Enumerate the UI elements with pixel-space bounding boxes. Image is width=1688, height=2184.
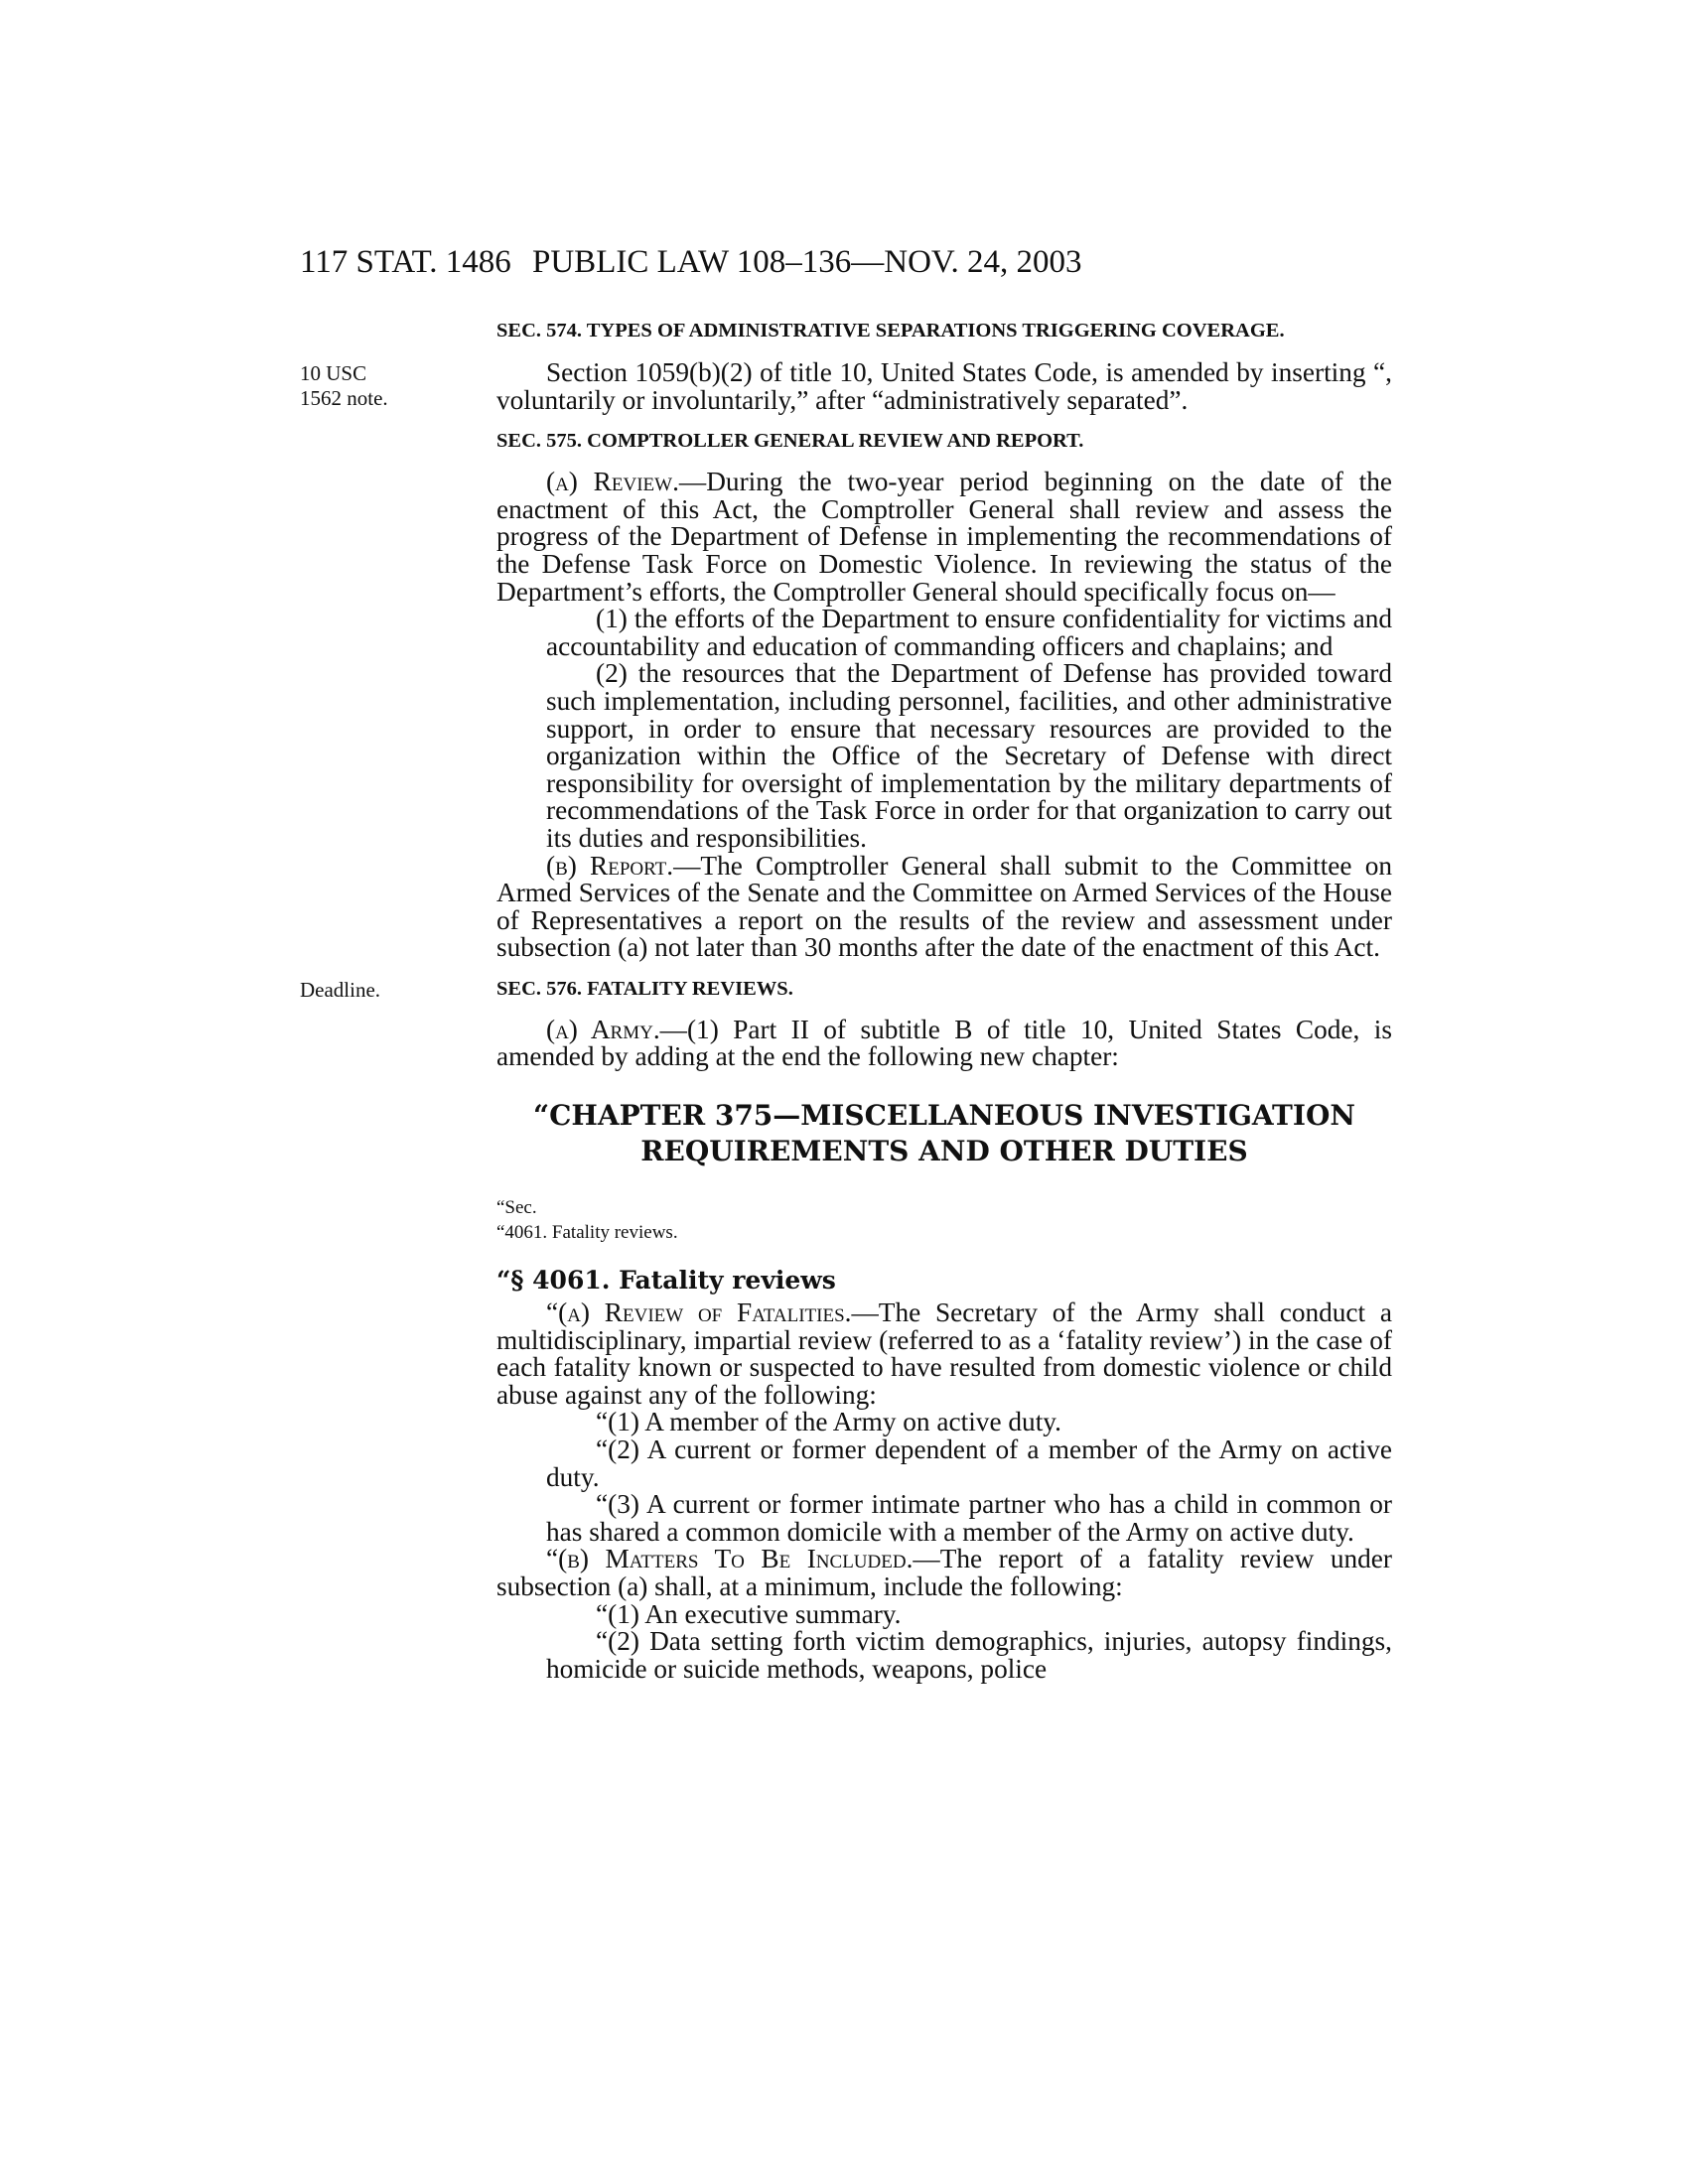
section-4061-a-text: —The Secretary of the Army shall conduct a multidisciplinary, impartial review (referred to as a ‘fatality review’) in the case of each fatality known or suspected to have resulted from domestic violence or child abuse against any of the following: bbox=[496, 1297, 1392, 1410]
section-4061-b-item-1: “(1) An executive summary. bbox=[596, 1598, 902, 1629]
section-4061-subsection-b bbox=[496, 1546, 1392, 1600]
section-575-heading: SEC. 575. COMPTROLLER GENERAL REVIEW AND REPORT. bbox=[496, 430, 1084, 453]
section-4061-a-item-2: “(2) A current or former dependent of a member of the Army on active duty. bbox=[546, 1434, 1392, 1492]
section-4061-a-label: “(a) Review of Fatalities. bbox=[546, 1297, 852, 1328]
margin-note-usc-text: 10 USC 1562 note. bbox=[300, 361, 388, 410]
running-head bbox=[300, 244, 1400, 284]
public-law-citation: PUBLIC LAW 108–136—NOV. 24, 2003 bbox=[532, 244, 1082, 280]
margin-note-usc bbox=[300, 361, 409, 411]
section-575-b-label: (b) Report. bbox=[546, 850, 674, 881]
section-575-subsection-a bbox=[496, 469, 1392, 606]
chapter-table-of-contents bbox=[496, 1195, 1392, 1245]
section-576-heading: SEC. 576. FATALITY REVIEWS. bbox=[496, 977, 793, 1000]
section-575-b-text: —The Comptroller General shall submit to the Committee on Armed Services of the Senate and the Committee on Armed Services of the House of Representatives a report on the results of the review and assessment under subsection (a) not later than 30 months after the date of the enactment of this Act. bbox=[496, 850, 1393, 963]
section-576-subsection-a bbox=[496, 1014, 1392, 1072]
section-4061-b-item-2: “(2) Data setting forth victim demographics, injuries, autopsy findings, homicide or suicide methods, weapons, police bbox=[546, 1626, 1392, 1684]
section-576-a-text: —(1) Part II of subtitle B of title 10, United States Code, is amended by adding at the end the following new chapter: bbox=[496, 1014, 1392, 1072]
section-575-item-1: (1) the efforts of the Department to ensure confidentiality for victims and accountability and education of commanding officers and chaplains; and bbox=[546, 604, 1392, 661]
section-575-a-label: (a) Review. bbox=[546, 467, 679, 497]
section-4061-b-label: “(b) Matters To Be Included. bbox=[546, 1544, 914, 1574]
chapter-title bbox=[496, 1098, 1392, 1169]
toc-sec-label: “Sec. bbox=[496, 1197, 537, 1219]
section-4061-heading: “§ 4061. Fatality reviews bbox=[496, 1266, 836, 1296]
section-4061-a-item-3: “(3) A current or former intimate partner who has a child in common or has shared a common domicile with a member of the Army on active duty. bbox=[546, 1489, 1392, 1547]
section-4061-b-text: —The report of a fatality review under subsection (a) shall, at a minimum, include the following: bbox=[496, 1544, 1392, 1601]
section-574-heading: SEC. 574. TYPES OF ADMINISTRATIVE SEPARATIONS TRIGGERING COVERAGE. bbox=[496, 320, 1285, 341]
page-citation: 117 STAT. 1486 bbox=[300, 244, 511, 280]
margin-note-deadline: Deadline. bbox=[300, 978, 381, 1002]
section-4061-a-item-1: “(1) A member of the Army on active duty. bbox=[596, 1407, 1061, 1437]
section-575-item-2: (2) the resources that the Department of Defense has provided toward such implementation, including personnel, facilities, and other administrative support, in order to ensure that necessary resources are provided to the organization within the Office of the Secretary of Defense with direct responsibility for oversight of implementation by the military departments of recommendations of the Task Force in order for that organization to carry out its duties and responsibilities. bbox=[546, 658, 1392, 853]
chapter-title-line-1: “CHAPTER 375—MISCELLANEOUS INVESTIGATION bbox=[533, 1099, 1355, 1133]
section-576-a-label: (a) Army. bbox=[546, 1014, 660, 1044]
section-575-a-text: —During the two-year period beginning on the date of the enactment of this Act, the Comptroller General shall review and assess the progress of the Department of Defense in implementing the recommendations of the Defense Task Force on Domestic Violence. In reviewing the status of the Department’s efforts, the Comptroller General should specifically focus on— bbox=[496, 467, 1392, 607]
section-574-text: Section 1059(b)(2) of title 10, United States Code, is amended by inserting “, voluntarily or involuntarily,” after “administratively separated”. bbox=[496, 357, 1392, 415]
section-4061-subsection-a bbox=[496, 1299, 1392, 1409]
document-body bbox=[496, 318, 1392, 1683]
chapter-title-line-2: REQUIREMENTS AND OTHER DUTIES bbox=[640, 1135, 1248, 1168]
toc-entry: “4061. Fatality reviews. bbox=[496, 1222, 678, 1244]
section-575-subsection-b bbox=[496, 850, 1393, 963]
